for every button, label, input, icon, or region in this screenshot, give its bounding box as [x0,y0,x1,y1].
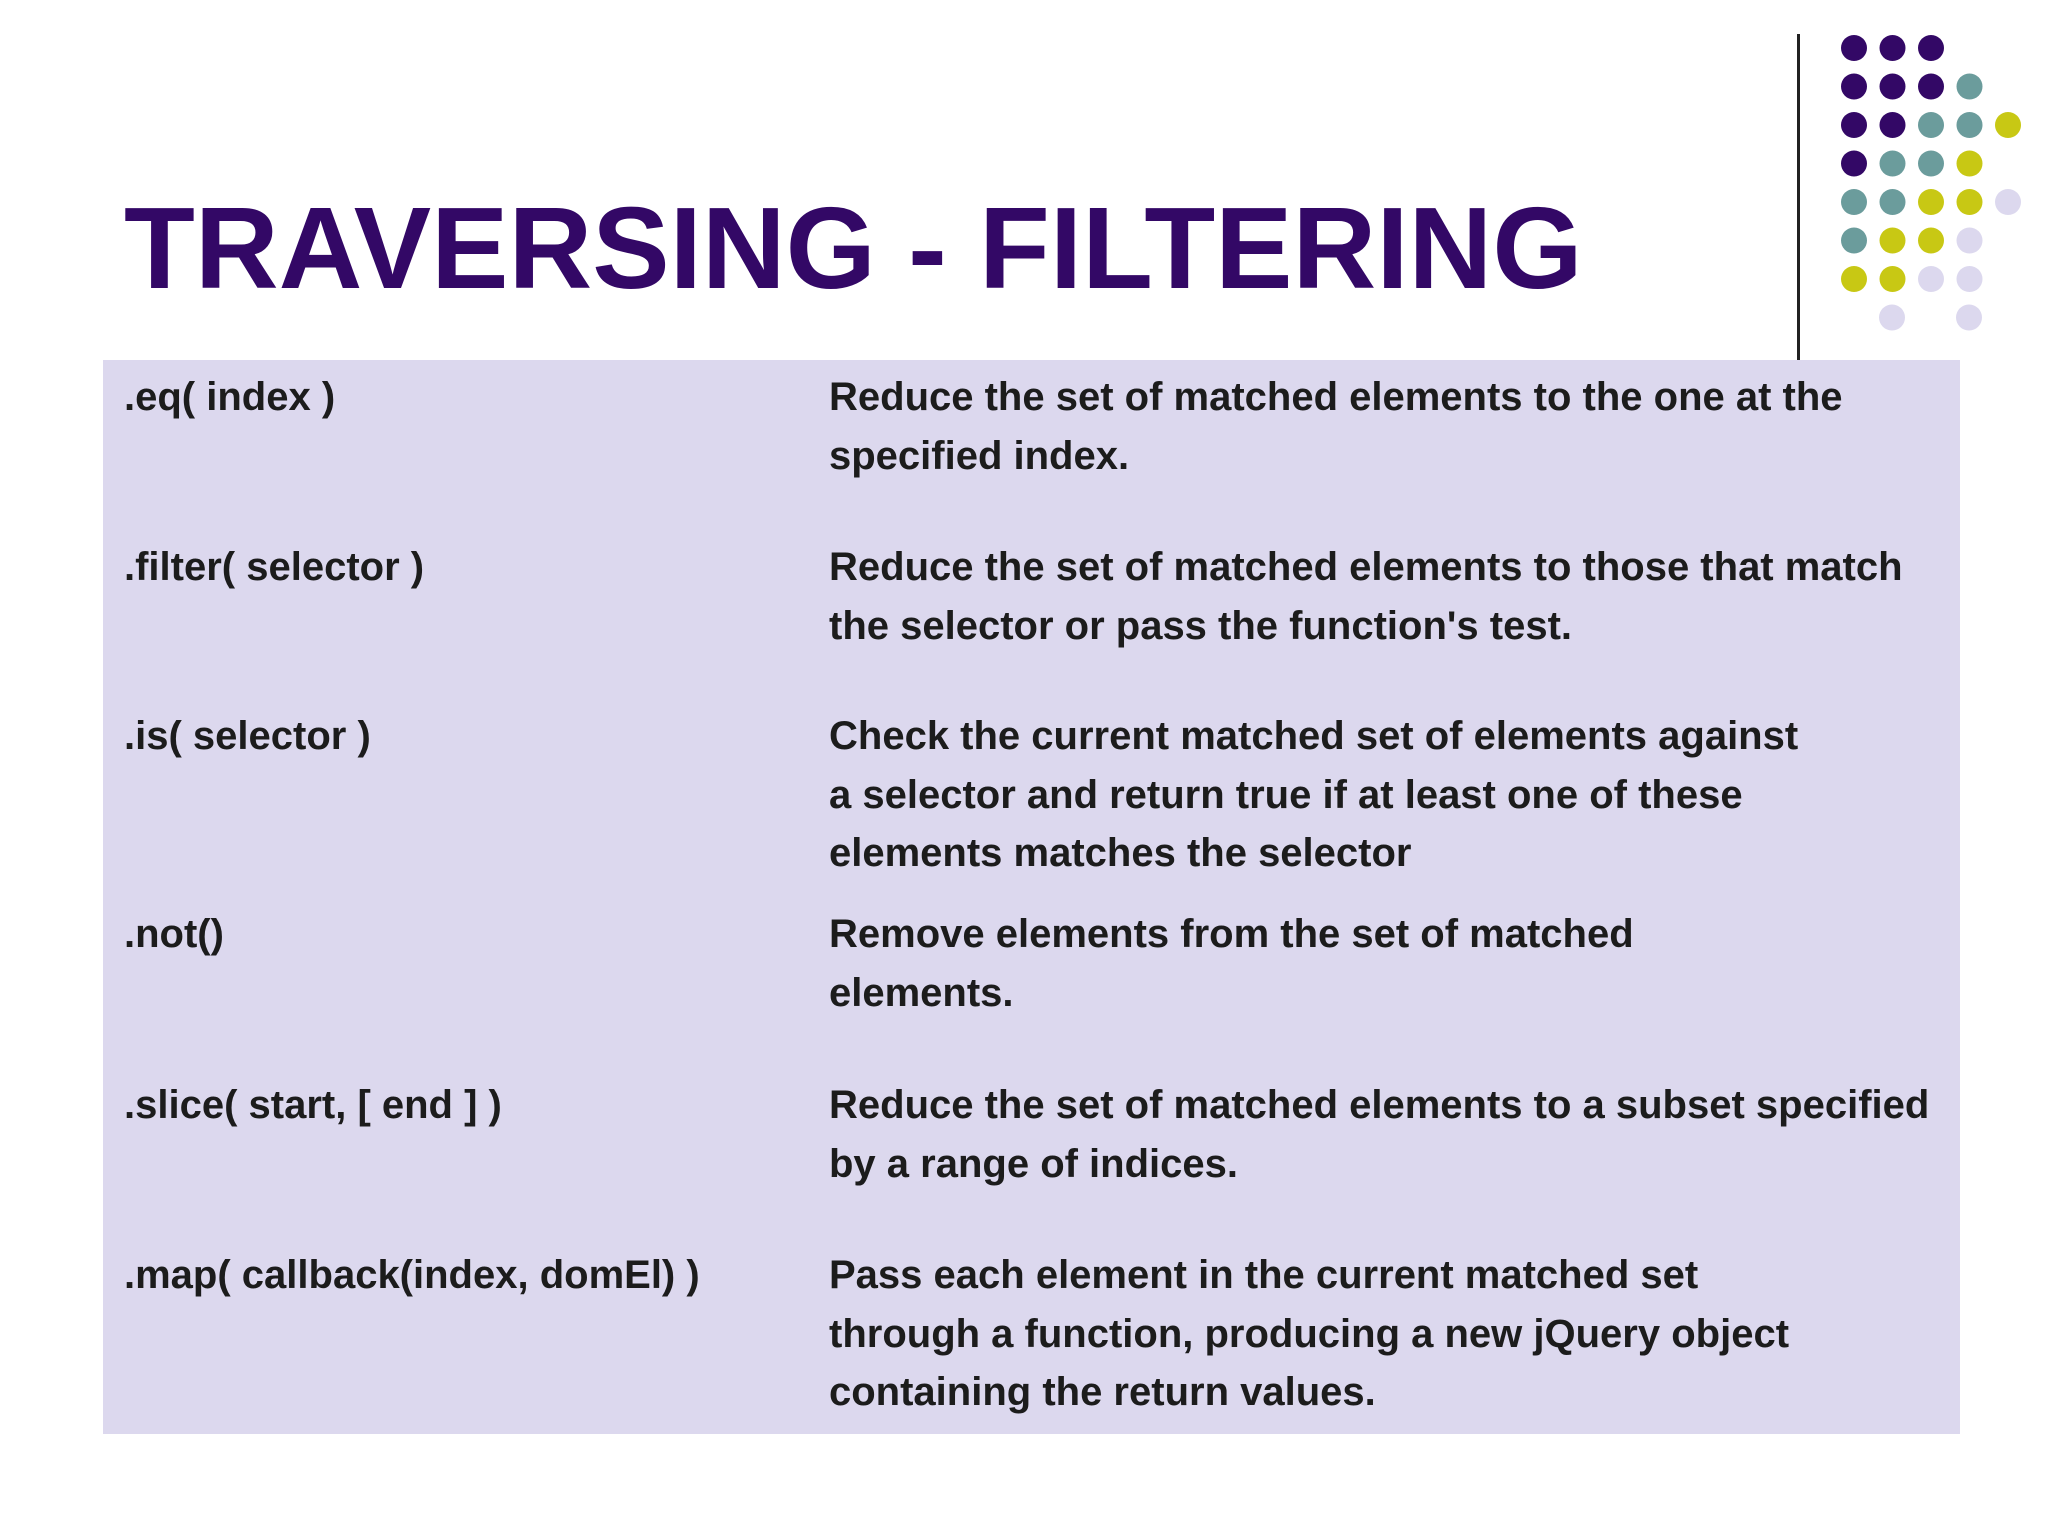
method-name-map: .map( callback(index, domEl) ) [124,1253,700,1297]
decorative-dot [1918,74,1944,100]
decorative-dot [1880,189,1906,215]
decorative-dot [1956,305,1982,331]
decorative-dot [1880,228,1906,254]
method-description-filter: Reduce the set of matched elements to those that match the selector or pass the function's test. [829,545,1903,648]
method-name-is: .is( selector ) [124,714,371,758]
decorative-dot [1957,112,1983,138]
method-name-not: .not() [124,912,224,956]
method-description-is: Check the current matched set of elements against a selector and return true if at least one of these elements matches the selector [829,714,1799,875]
decorative-dot [1918,228,1944,254]
decorative-dot [1880,74,1906,100]
decorative-dot [1841,189,1867,215]
decorative-dot [1880,112,1906,138]
decorative-dot [1880,266,1906,292]
decorative-dot [1918,112,1944,138]
method-description-not: Remove elements from the set of matched elements. [829,912,1634,1015]
method-description-slice: Reduce the set of matched elements to a subset specified by a range of indices. [829,1083,1930,1186]
decorative-dot [1841,74,1867,100]
decorative-dot [1957,228,1983,254]
decorative-dot [1841,266,1867,292]
decorative-dot [1918,189,1944,215]
decorative-dot [1957,74,1983,100]
method-name-slice: .slice( start, [ end ] ) [124,1083,502,1127]
decorative-dot [1995,112,2021,138]
decorative-dot [1957,266,1983,292]
method-description-eq: Reduce the set of matched elements to the one at the specified index. [829,375,1843,478]
slide-title: TRAVERSING - FILTERING [124,183,1583,313]
decorative-dot [1841,112,1867,138]
decorative-dot [1918,151,1944,177]
decorative-dot [1841,35,1867,61]
title-divider-line [1797,34,1800,362]
decorative-dot [1957,151,1983,177]
decorative-dot [1995,189,2021,215]
decorative-dot [1879,305,1905,331]
method-name-filter: .filter( selector ) [124,545,425,589]
decorative-dot [1841,228,1867,254]
decorative-dot [1880,151,1906,177]
method-name-eq: .eq( index ) [124,375,336,419]
decorative-dot-pattern [1820,22,2048,342]
decorative-dot [1841,151,1867,177]
decorative-dot [1957,189,1983,215]
decorative-dot [1880,35,1906,61]
method-description-map: Pass each element in the current matched set through a function, producing a new jQuery object containing the return values. [829,1253,1790,1414]
decorative-dot [1918,266,1944,292]
decorative-dot [1918,35,1944,61]
